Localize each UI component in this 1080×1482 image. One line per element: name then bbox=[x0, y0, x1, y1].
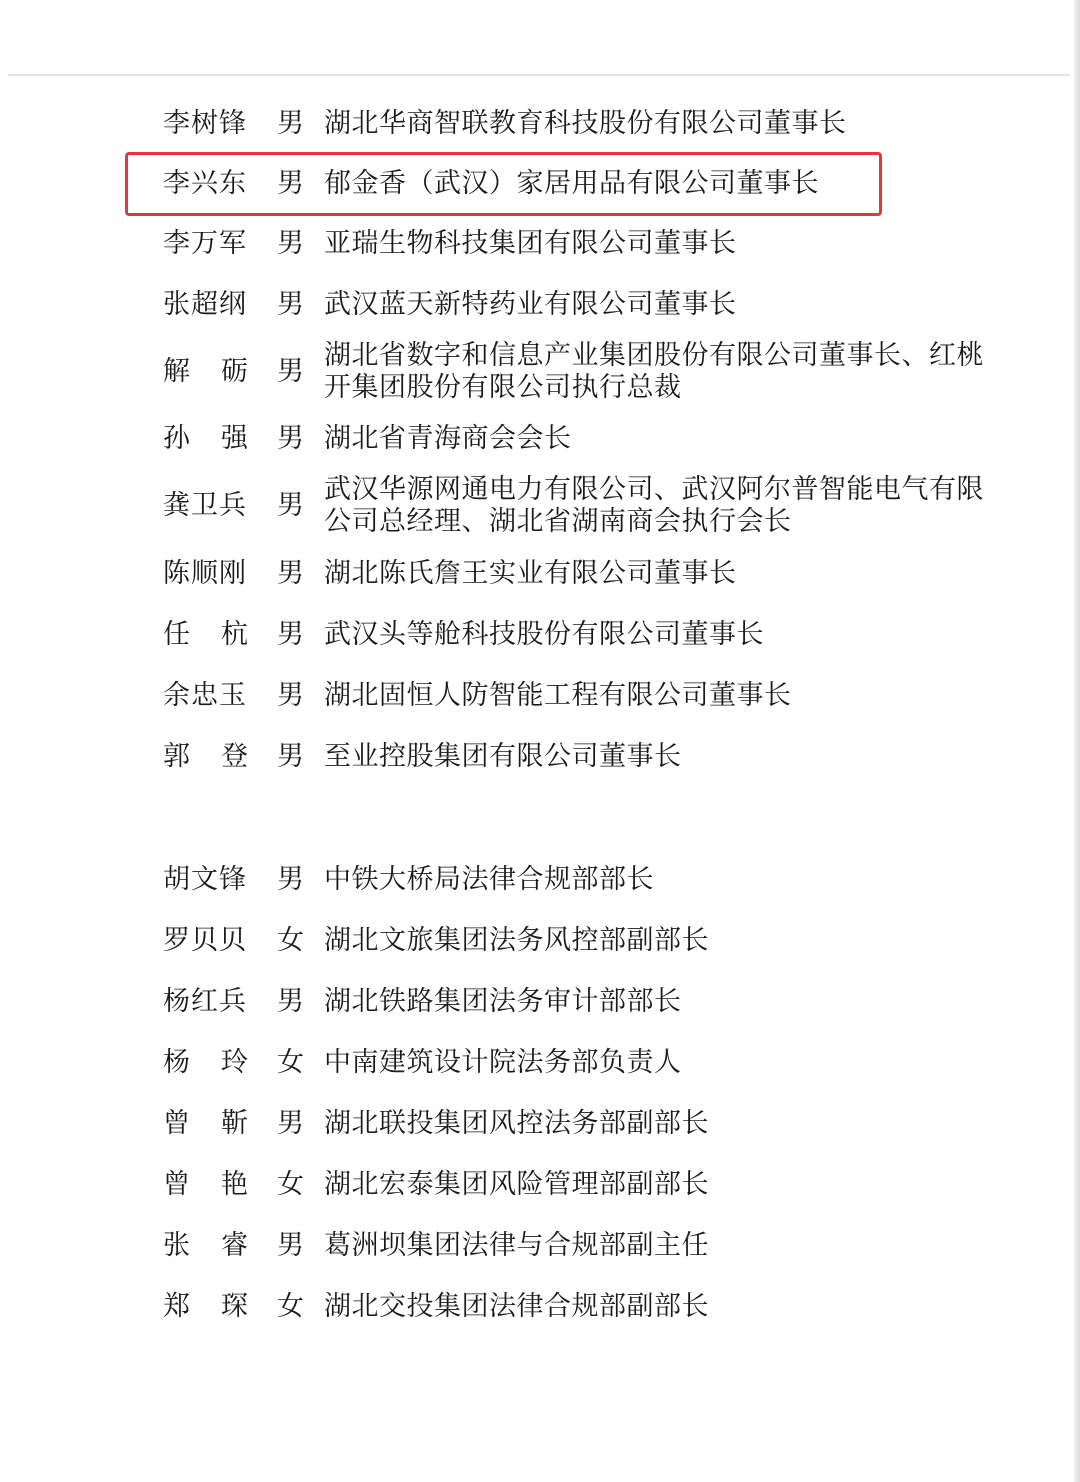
member-gender: 男 bbox=[277, 1230, 304, 1261]
member-title-line: 湖北联投集团风控法务部副部长 bbox=[324, 1108, 709, 1139]
member-title bbox=[324, 423, 984, 455]
member-name-part: 靳 bbox=[221, 1108, 249, 1139]
member-name bbox=[163, 228, 249, 260]
member-gender: 男 bbox=[277, 619, 304, 650]
member-title bbox=[324, 228, 984, 260]
member-title-line: 湖北华商智联教育科技股份有限公司董事长 bbox=[324, 108, 847, 139]
member-name bbox=[163, 986, 249, 1018]
member-title bbox=[324, 289, 984, 321]
member-name-part: 陈顺刚 bbox=[163, 558, 247, 589]
member-name-part: 解 bbox=[163, 356, 191, 387]
member-name-part: 杨红兵 bbox=[163, 986, 247, 1017]
member-title-line: 湖北省青海商会会长 bbox=[324, 423, 572, 454]
member-name-part: 余忠玉 bbox=[163, 680, 247, 711]
member-name-part: 琛 bbox=[221, 1291, 249, 1322]
member-title-line: 武汉华源网通电力有限公司、武汉阿尔普智能电气有限 bbox=[324, 474, 984, 505]
member-title bbox=[324, 1291, 984, 1323]
member-gender: 男 bbox=[277, 168, 304, 199]
member-gender: 男 bbox=[277, 864, 304, 895]
member-name bbox=[163, 925, 249, 957]
member-title bbox=[324, 474, 984, 538]
member-title-line: 湖北宏泰集团风险管理部副部长 bbox=[324, 1169, 709, 1200]
member-title bbox=[324, 1108, 984, 1140]
member-title-line: 湖北交投集团法律合规部副部长 bbox=[324, 1291, 709, 1322]
member-title bbox=[324, 108, 984, 140]
member-title bbox=[324, 340, 984, 404]
member-name-part: 张超纲 bbox=[163, 289, 247, 320]
member-name-part: 杭 bbox=[221, 619, 249, 650]
member-name-part: 强 bbox=[221, 423, 249, 454]
member-title-line: 中南建筑设计院法务部负责人 bbox=[324, 1047, 682, 1078]
member-name-part: 艳 bbox=[221, 1169, 249, 1200]
member-name-part: 郭 bbox=[163, 741, 191, 772]
member-name bbox=[163, 1169, 249, 1201]
member-name-part: 张 bbox=[163, 1230, 191, 1261]
member-name bbox=[163, 680, 249, 712]
member-gender: 男 bbox=[277, 558, 304, 589]
member-name-part: 李万军 bbox=[163, 228, 247, 259]
member-name bbox=[163, 864, 249, 896]
member-name bbox=[163, 1230, 249, 1262]
member-name bbox=[163, 1291, 249, 1323]
member-name bbox=[163, 423, 249, 455]
member-gender: 男 bbox=[277, 490, 304, 521]
member-title bbox=[324, 558, 984, 590]
member-title-line: 葛洲坝集团法律与合规部副主任 bbox=[324, 1230, 709, 1261]
member-name-part: 龚卫兵 bbox=[163, 490, 247, 521]
member-title-line: 湖北文旅集团法务风控部副部长 bbox=[324, 925, 709, 956]
member-title bbox=[324, 864, 984, 896]
member-gender: 男 bbox=[277, 228, 304, 259]
page-edge-shadow bbox=[1074, 0, 1080, 1482]
member-title-line: 亚瑞生物科技集团有限公司董事长 bbox=[324, 228, 737, 259]
member-name bbox=[163, 490, 249, 522]
member-title-line: 至业控股集团有限公司董事长 bbox=[324, 741, 682, 772]
member-title bbox=[324, 1169, 984, 1201]
member-name bbox=[163, 619, 249, 651]
member-name bbox=[163, 356, 249, 388]
member-name-part: 李树锋 bbox=[163, 108, 247, 139]
member-name-part: 杨 bbox=[163, 1047, 191, 1078]
member-gender: 女 bbox=[277, 1291, 304, 1322]
member-title-line: 开集团股份有限公司执行总裁 bbox=[324, 372, 682, 403]
member-gender: 男 bbox=[277, 108, 304, 139]
member-title bbox=[324, 925, 984, 957]
member-title-line: 武汉头等舱科技股份有限公司董事长 bbox=[324, 619, 764, 650]
member-title bbox=[324, 619, 984, 651]
member-title-line: 湖北省数字和信息产业集团股份有限公司董事长、红桃 bbox=[324, 340, 984, 371]
member-title bbox=[324, 1047, 984, 1079]
member-title-line: 郁金香（武汉）家居用品有限公司董事长 bbox=[324, 168, 819, 199]
member-title-line: 湖北陈氏詹王实业有限公司董事长 bbox=[324, 558, 737, 589]
member-name-part: 登 bbox=[221, 741, 249, 772]
member-gender: 女 bbox=[277, 1047, 304, 1078]
member-name bbox=[163, 1047, 249, 1079]
member-name-part: 任 bbox=[163, 619, 191, 650]
member-title bbox=[324, 680, 984, 712]
member-gender: 男 bbox=[277, 289, 304, 320]
member-gender: 男 bbox=[277, 680, 304, 711]
member-gender: 男 bbox=[277, 741, 304, 772]
top-divider bbox=[8, 74, 1070, 76]
member-title-line: 武汉蓝天新特药业有限公司董事长 bbox=[324, 289, 737, 320]
member-title bbox=[324, 1230, 984, 1262]
member-gender: 女 bbox=[277, 925, 304, 956]
member-name-part: 郑 bbox=[163, 1291, 191, 1322]
member-name-part: 睿 bbox=[221, 1230, 249, 1261]
member-title-line: 湖北固恒人防智能工程有限公司董事长 bbox=[324, 680, 792, 711]
member-gender: 男 bbox=[277, 356, 304, 387]
member-title bbox=[324, 986, 984, 1018]
member-name-part: 罗贝贝 bbox=[163, 925, 247, 956]
member-gender: 男 bbox=[277, 423, 304, 454]
member-name bbox=[163, 168, 249, 200]
member-name-part: 砺 bbox=[221, 356, 249, 387]
member-title bbox=[324, 168, 984, 200]
member-title-line: 湖北铁路集团法务审计部部长 bbox=[324, 986, 682, 1017]
member-title-line: 公司总经理、湖北省湖南商会执行会长 bbox=[324, 506, 792, 537]
member-name bbox=[163, 1108, 249, 1140]
member-title bbox=[324, 741, 984, 773]
member-name bbox=[163, 289, 249, 321]
member-name bbox=[163, 558, 249, 590]
member-gender: 女 bbox=[277, 1169, 304, 1200]
member-title-line: 中铁大桥局法律合规部部长 bbox=[324, 864, 654, 895]
member-name-part: 曾 bbox=[163, 1108, 191, 1139]
member-gender: 男 bbox=[277, 986, 304, 1017]
member-name-part: 李兴东 bbox=[163, 168, 247, 199]
member-name-part: 胡文锋 bbox=[163, 864, 247, 895]
member-gender: 男 bbox=[277, 1108, 304, 1139]
member-name bbox=[163, 108, 249, 140]
member-name-part: 玲 bbox=[221, 1047, 249, 1078]
member-name-part: 曾 bbox=[163, 1169, 191, 1200]
member-name-part: 孙 bbox=[163, 423, 191, 454]
member-name bbox=[163, 741, 249, 773]
